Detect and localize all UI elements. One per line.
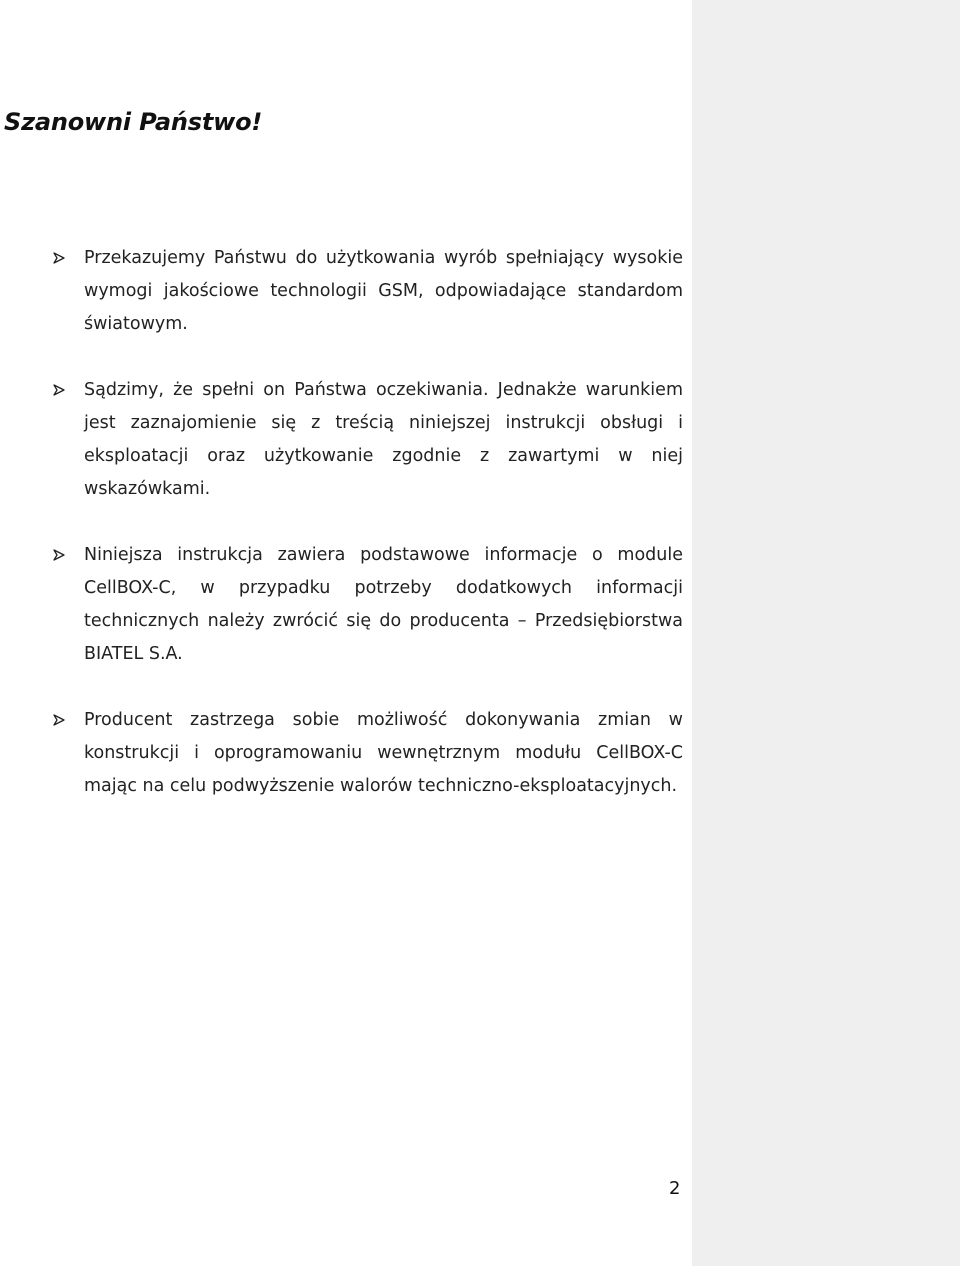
bullet-list (84, 242, 683, 803)
arrow-bullet-icon (52, 713, 66, 727)
list-item-text: Przekazujemy Państwu do użytkowania wyrób spełniający wysokie wymogi jakościowe technologii GSM, odpowiadające standardom światowym. (84, 248, 683, 334)
list-item-text: Niniejsza instrukcja zawiera podstawowe informacje o module CellBOX-C, w przypadku potrzeby dodatkowych informacji technicznych należy zwrócić się do producenta – Przedsiębiorstwa BIATEL S.A. (84, 545, 683, 664)
arrow-bullet-icon (52, 548, 66, 562)
list-item-text: Sądzimy, że spełni on Państwa oczekiwania. Jednakże warunkiem jest zaznajomienie się z treścią niniejszej instrukcji obsługi i eksploatacji oraz użytkowanie zgodnie z zawartymi w niej wskazówkami. (84, 380, 683, 499)
page-heading: Szanowni Państwo! (4, 108, 263, 136)
list-item (84, 374, 683, 506)
list-item (84, 704, 683, 803)
list-item (84, 242, 683, 341)
arrow-bullet-icon (52, 251, 66, 265)
list-item-text: Producent zastrzega sobie możliwość dokonywania zmian w konstrukcji i oprogramowaniu wewnętrznym modułu CellBOX-C mając na celu podwyższenie walorów techniczno-eksploatacyjnych. (84, 710, 683, 796)
comment-margin (692, 0, 960, 1266)
page-number: 2 (669, 1178, 681, 1199)
arrow-bullet-icon (52, 383, 66, 397)
list-item (84, 539, 683, 671)
